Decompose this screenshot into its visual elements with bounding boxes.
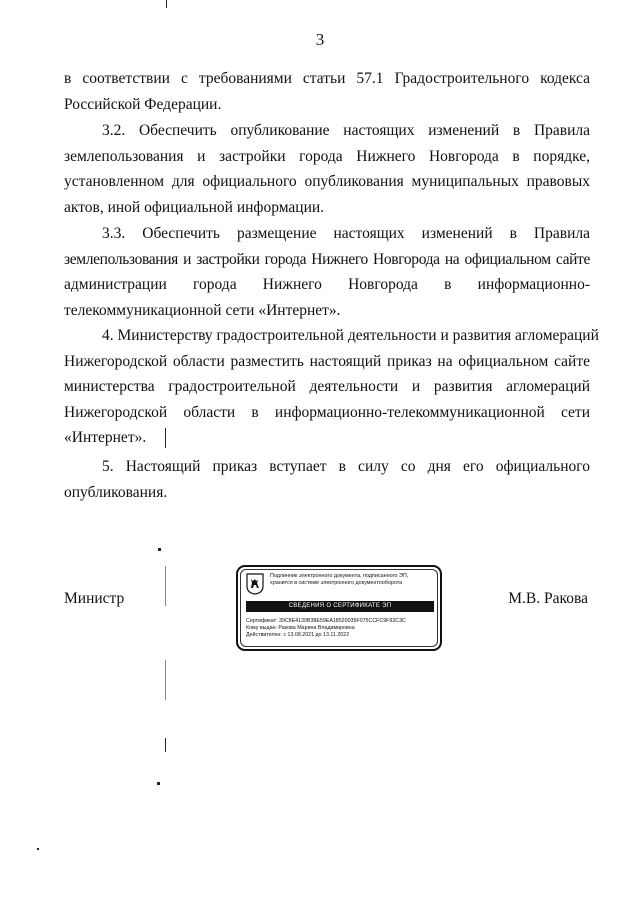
stamp-banner: СВЕДЕНИЯ О СЕРТИФИКАТЕ ЭП bbox=[246, 601, 434, 612]
stamp-details bbox=[246, 618, 438, 639]
valid-label: Действителен: bbox=[246, 632, 282, 638]
text-line: актов, иной официальной информации. bbox=[64, 198, 325, 216]
coat-of-arms-deer-icon bbox=[246, 573, 264, 595]
issued-to-row bbox=[246, 625, 438, 632]
text-line: «Интернет». bbox=[64, 429, 147, 447]
text-line: администрации города Нижнего Новгорода в информационно- bbox=[64, 276, 590, 294]
scan-mark bbox=[165, 660, 166, 700]
issued-to-value: Ракова Марина Владимировна bbox=[278, 625, 355, 631]
paragraph-3-2 bbox=[64, 118, 590, 220]
text-line: установленном для официального опубликования муниципальных правовых bbox=[64, 173, 590, 191]
signer-title: Министр bbox=[64, 590, 125, 607]
electronic-signature-stamp bbox=[236, 565, 442, 651]
paragraph-4 bbox=[64, 323, 599, 451]
text-line: 5. Настоящий приказ вступает в силу со дня его официального bbox=[102, 458, 590, 475]
valid-value: с 13.08.2021 до 13.11.2022 bbox=[283, 632, 350, 638]
valid-row bbox=[246, 632, 438, 639]
stamp-header-line: хранится в системе электронного документооборота bbox=[270, 580, 403, 586]
certificate-row bbox=[246, 618, 438, 625]
scan-mark bbox=[165, 428, 166, 448]
text-line: землепользования и застройки города Нижнего Новгорода на официальном сайте bbox=[64, 250, 590, 268]
text-line: Российской Федерации. bbox=[64, 95, 222, 113]
issued-to-label: Кому выдан: bbox=[246, 625, 277, 631]
paragraph-3-3 bbox=[64, 221, 590, 323]
paragraph-1 bbox=[64, 66, 590, 117]
scan-dot bbox=[158, 548, 161, 551]
text-line: Нижегородской области в информационно-телекоммуникационной сети bbox=[64, 403, 590, 421]
scan-dot bbox=[157, 782, 160, 785]
scan-mark bbox=[165, 738, 166, 752]
text-line: телекоммуникационной сети «Интернет». bbox=[64, 301, 341, 319]
text-line: 3.3. Обеспечить размещение настоящих изменений в Правила bbox=[102, 225, 590, 242]
scan-mark bbox=[165, 566, 166, 606]
scan-dot bbox=[37, 848, 39, 850]
certificate-value: 39C8E4130B38E59EA18520035F075CCFC9F92C3C bbox=[278, 618, 406, 624]
signer-name: М.В. Ракова bbox=[508, 590, 588, 607]
text-line: Нижегородской области разместить настоящий приказ на официальном сайте bbox=[64, 352, 590, 370]
text-line: в соответствии с требованиями статьи 57.1 Градостроительного кодекса bbox=[64, 70, 590, 87]
text-line: 4. Министерству градостроительной деятельности и развития агломераций bbox=[102, 327, 599, 344]
paragraph-5 bbox=[64, 454, 590, 505]
scan-mark bbox=[166, 0, 167, 8]
text-line: министерства градостроительной деятельности и развития агломераций bbox=[64, 378, 590, 396]
text-line: опубликования. bbox=[64, 483, 168, 501]
text-line: землепользования и застройки города Нижнего Новгорода в порядке, bbox=[64, 147, 590, 165]
certificate-label: Сертификат: bbox=[246, 618, 278, 624]
stamp-header bbox=[270, 573, 438, 587]
stamp-header-line: Подлинник электронного документа, подписанного ЭП, bbox=[270, 573, 409, 579]
text-line: 3.2. Обеспечить опубликование настоящих изменений в Правила bbox=[102, 122, 590, 139]
page-number: 3 bbox=[315, 30, 325, 49]
